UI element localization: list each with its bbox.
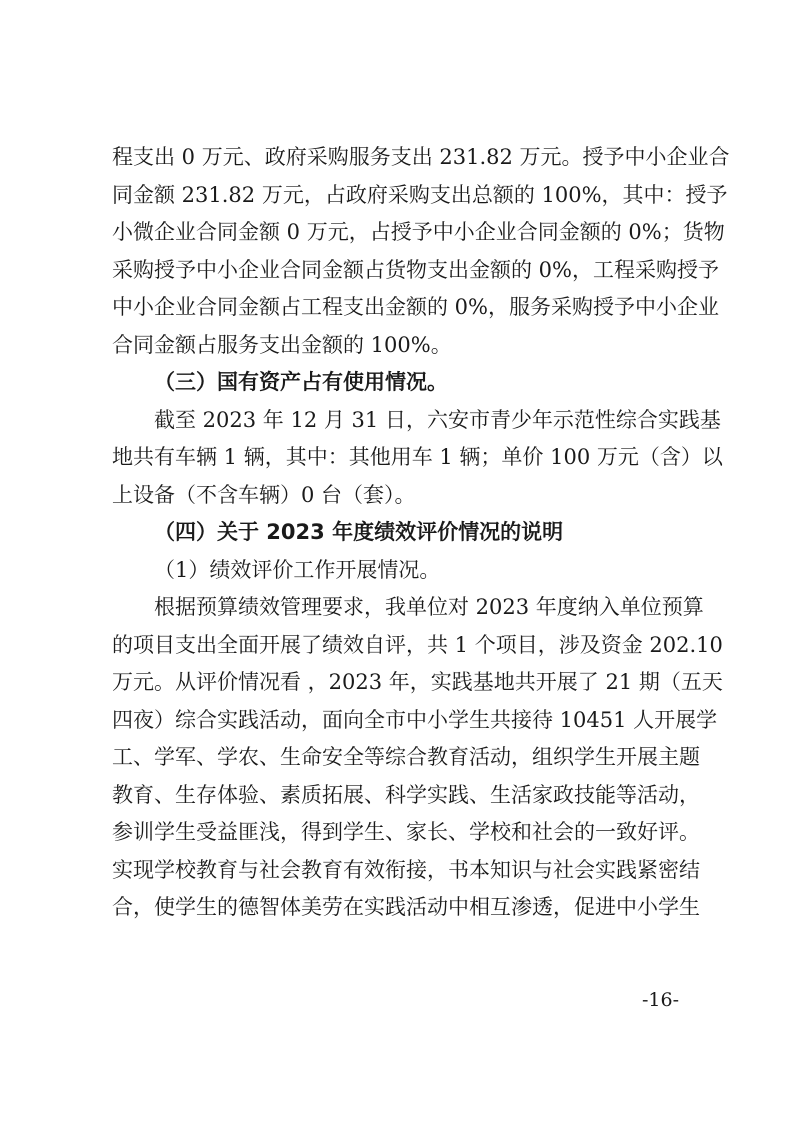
text-line: 截至 2023 年 12 月 31 日，六安市青少年示范性综合实践基 — [154, 407, 721, 432]
section-heading-4: （四）关于 2023 年度绩效评价情况的说明 — [154, 520, 564, 544]
text-line: 合，使学生的德智体美劳在实践活动中相互渗透，促进中小学生 — [112, 895, 700, 919]
subsection-heading-1: （1）绩效评价工作开展情况。 — [154, 557, 441, 582]
text-line: 中小企业合同金额占工程支出金额的 0%，服务采购授予中小企业 — [112, 295, 719, 319]
text-line: 教育、生存体验、素质拓展、科学实践、生活家政技能等活动， — [112, 782, 700, 807]
text-line: 小微企业合同金额 0 万元，占授予中小企业合同金额的 0%；货物 — [112, 220, 725, 244]
text-line: 根据预算绩效管理要求，我单位对 2023 年度纳入单位预算 — [154, 595, 704, 619]
page-number: -16- — [642, 989, 680, 1011]
text-line: 上设备（不含车辆）0 台（套）。 — [112, 482, 416, 507]
text-line: 同金额 231.82 万元，占政府采购支出总额的 100%，其中：授予 — [112, 182, 728, 207]
document-body — [112, 139, 730, 927]
text-line: 工、学军、学农、生命安全等综合教育活动，组织学生开展主题 — [112, 745, 700, 769]
text-line: 程支出 0 万元、政府采购服务支出 231.82 万元。授予中小企业合 — [112, 145, 730, 169]
text-line: 实现学校教育与社会教育有效衔接，书本知识与社会实践紧密结 — [112, 857, 700, 882]
text-line: 四夜）综合实践活动，面向全市中小学生共接待 10451 人开展学 — [112, 707, 718, 732]
text-line: 采购授予中小企业合同金额占货物支出金额的 0%，工程采购授予 — [112, 257, 719, 282]
text-line: 万元。从评价情况看 ，2023 年，实践基地共开展了 21 期（五天 — [112, 670, 723, 694]
text-line: 合同金额占服务支出金额的 100%。 — [112, 332, 452, 357]
text-line: 参训学生受益匪浅，得到学生、家长、学校和社会的一致好评。 — [112, 820, 700, 844]
text-line: 的项目支出全面开展了绩效自评，共 1 个项目，涉及资金 202.10 — [112, 632, 723, 657]
section-heading-3: （三）国有资产占有使用情况。 — [154, 370, 448, 394]
text-line: 地共有车辆 1 辆，其中：其他用车 1 辆；单价 100 万元（含）以 — [112, 445, 723, 469]
